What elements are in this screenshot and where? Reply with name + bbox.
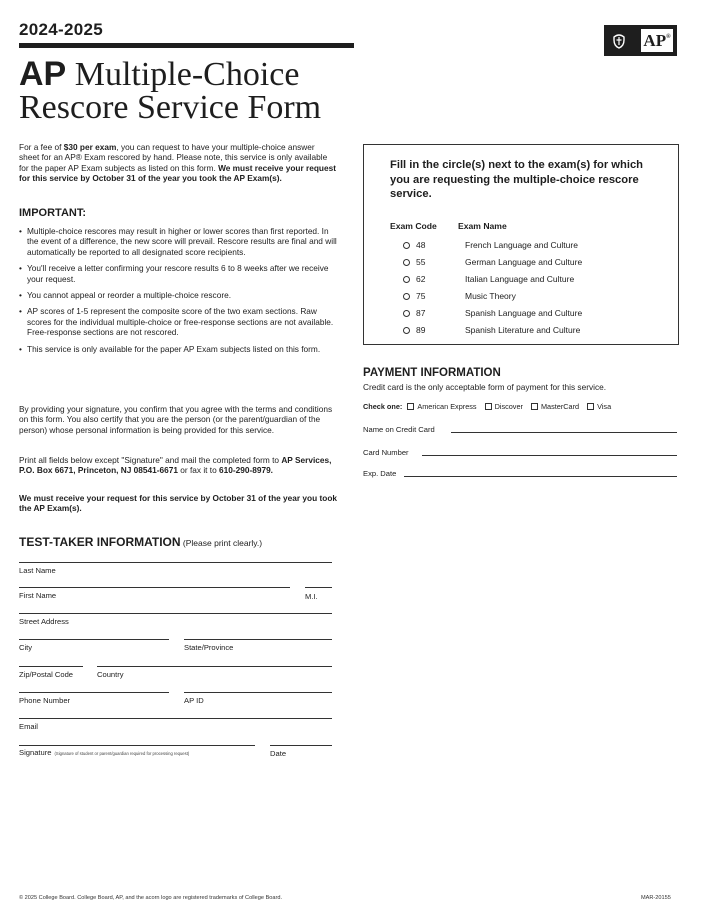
exam-code: 89 (416, 325, 426, 335)
exam-code-header: Exam Code (390, 221, 437, 231)
ap-logo-box (641, 29, 673, 52)
card-type-row (363, 402, 619, 411)
important-item: • You'll receive a letter confirming your rescore results 6 to 8 weeks after we receive your request. (19, 263, 337, 284)
important-item: • You cannot appeal or reorder a multiple-choice rescore. (19, 290, 337, 300)
exam-code: 55 (416, 257, 426, 267)
country-label: Country (97, 670, 124, 679)
deadline-paragraph: We must receive your request for this service by October 31 of the year you took the AP Exam(s). (19, 493, 338, 514)
intro-text-2: , you can request to have your multiple-choice answer sheet for an AP® Exam rescored by hand. Please note, this service is only available for the paper AP Exam subjects as listed on this form. (19, 142, 328, 173)
exam-name: Spanish Language and Culture (465, 308, 583, 318)
test-taker-note: (Please print clearly.) (180, 538, 263, 548)
exam-code: 62 (416, 274, 426, 284)
street-address-label: Street Address (19, 617, 69, 626)
exam-name: Spanish Literature and Culture (465, 325, 581, 335)
date-field[interactable] (270, 745, 332, 746)
exam-name: German Language and Culture (465, 257, 583, 267)
first-name-label: First Name (19, 591, 57, 600)
payment-subtext: Credit card is the only acceptable form of payment for this service. (363, 382, 607, 392)
page-title (19, 55, 322, 126)
signature-label: Signature (19, 748, 52, 757)
title-line1: Multiple-Choice (66, 56, 300, 93)
street-address-field[interactable] (19, 613, 332, 614)
important-item: • Multiple-choice rescores may result in higher or lower scores than first reported. In the event of a difference, the new score will prevail. Rescore results are final and will automatically be reported to all designated score recipients. (19, 226, 337, 257)
important-item: • AP scores of 1-5 represent the composite score of the two exam sections. Raw scores for the individual multiple-choice or free-response sections are not available. Free-response sections are not rescored. (19, 306, 337, 337)
state-province-field[interactable] (184, 639, 332, 640)
date-label: Date (270, 749, 287, 758)
radio-circle-icon[interactable] (403, 276, 410, 283)
intro-paragraph (19, 142, 337, 184)
ap-logo-mark: ® (666, 33, 671, 40)
exam-name-header: Exam Name (458, 221, 507, 231)
card-label: Discover (494, 402, 523, 411)
ap-logo-text: AP (643, 30, 667, 50)
footer-copyright: © 2025 College Board. College Board, AP, and the acorn logo are registered trademarks of College Board. (19, 895, 283, 901)
title-ap: AP (19, 55, 67, 93)
intro-text-1: For a fee of (19, 142, 64, 152)
mail-text-1: Print all fields below except "Signature" and mail the completed form to (19, 455, 282, 465)
exam-option-89[interactable] (403, 324, 580, 336)
acorn-icon (612, 33, 626, 49)
mail-text-2: or fax it to (177, 465, 220, 476)
check-one-label: Check one: (363, 402, 403, 411)
card-label: Visa (597, 402, 612, 411)
name-on-card-label: Name on Credit Card (363, 425, 435, 434)
exam-name: French Language and Culture (465, 240, 578, 250)
card-option-discover[interactable] (485, 402, 523, 411)
signature-field[interactable] (19, 745, 255, 746)
signature-terms-paragraph: By providing your signature, you confirm that you agree with the terms and conditions on this form. You also certify that you are the person (or the parent/guardian of the person) whose personal information is being provided for this service. (19, 404, 333, 435)
fax-number: 610-290-8979. (219, 465, 273, 476)
city-field[interactable] (19, 639, 169, 640)
country-field[interactable] (97, 666, 332, 667)
exam-option-62[interactable] (403, 273, 574, 285)
form-year: 2024-2025 (19, 20, 103, 39)
checkbox-icon[interactable] (485, 403, 492, 410)
exam-option-48[interactable] (403, 239, 578, 251)
intro-deadline: We must receive your request for this service by October 31 of the year you took the AP Exam(s). (19, 162, 336, 184)
important-list (19, 226, 337, 360)
checkbox-icon[interactable] (407, 403, 414, 410)
ap-logo (604, 25, 677, 56)
card-label: MasterCard (540, 402, 580, 411)
exam-name: Music Theory (465, 291, 516, 301)
card-option-amex[interactable] (407, 402, 476, 411)
email-label: Email (19, 722, 38, 731)
ap-id-label: AP ID (184, 696, 204, 705)
exam-option-87[interactable] (403, 307, 582, 319)
mail-address: AP Services, P.O. Box 6671, Princeton, NJ 08541-6671 (19, 455, 332, 476)
checkbox-icon[interactable] (587, 403, 594, 410)
important-heading: IMPORTANT: (19, 207, 87, 219)
exp-date-field[interactable] (404, 476, 677, 477)
state-province-label: State/Province (184, 643, 234, 652)
checkbox-icon[interactable] (531, 403, 538, 410)
important-item: • This service is only available for the paper AP Exam subjects listed on this form. (19, 344, 337, 354)
phone-label: Phone Number (19, 696, 71, 705)
header-rule (19, 43, 354, 48)
exam-option-75[interactable] (403, 290, 516, 302)
card-number-field[interactable] (422, 455, 677, 456)
mail-instructions (19, 455, 337, 476)
middle-initial-field[interactable] (305, 587, 332, 588)
radio-circle-icon[interactable] (403, 310, 410, 317)
last-name-field[interactable] (19, 562, 332, 563)
radio-circle-icon[interactable] (403, 327, 410, 334)
ap-id-field[interactable] (184, 692, 332, 693)
middle-initial-label: M.I. (305, 592, 318, 601)
email-field[interactable] (19, 718, 332, 719)
signature-note: (Signature of student or parent/guardian required for processing request) (54, 751, 190, 756)
exam-selection-heading: Fill in the circle(s) next to the exam(s) for which you are requesting the multiple-choice rescore service. (390, 159, 644, 200)
exp-date-label: Exp. Date (363, 469, 397, 478)
test-taker-title: TEST-TAKER INFORMATION (19, 535, 181, 549)
last-name-label: Last Name (19, 566, 56, 575)
first-name-field[interactable] (19, 587, 290, 588)
payment-heading: PAYMENT INFORMATION (363, 367, 501, 379)
city-label: City (19, 643, 33, 652)
zip-field[interactable] (19, 666, 83, 667)
radio-circle-icon[interactable] (403, 293, 410, 300)
footer-form-code: MAR-20155 (641, 895, 671, 901)
signature-label-group (19, 748, 189, 757)
name-on-card-field[interactable] (451, 432, 677, 433)
exam-code: 75 (416, 291, 426, 301)
card-option-mastercard[interactable] (531, 402, 579, 411)
zip-label: Zip/Postal Code (19, 670, 74, 679)
phone-field[interactable] (19, 692, 169, 693)
exam-code: 87 (416, 308, 426, 318)
exam-code: 48 (416, 240, 426, 250)
card-label: American Express (417, 402, 477, 411)
card-number-label: Card Number (363, 448, 409, 457)
test-taker-heading (19, 535, 262, 549)
title-line2: Rescore Service Form (19, 89, 322, 126)
exam-option-55[interactable] (403, 256, 582, 268)
card-option-visa[interactable] (587, 402, 611, 411)
radio-circle-icon[interactable] (403, 242, 410, 249)
intro-fee: $30 per exam (63, 142, 117, 152)
exam-name: Italian Language and Culture (465, 274, 575, 284)
radio-circle-icon[interactable] (403, 259, 410, 266)
